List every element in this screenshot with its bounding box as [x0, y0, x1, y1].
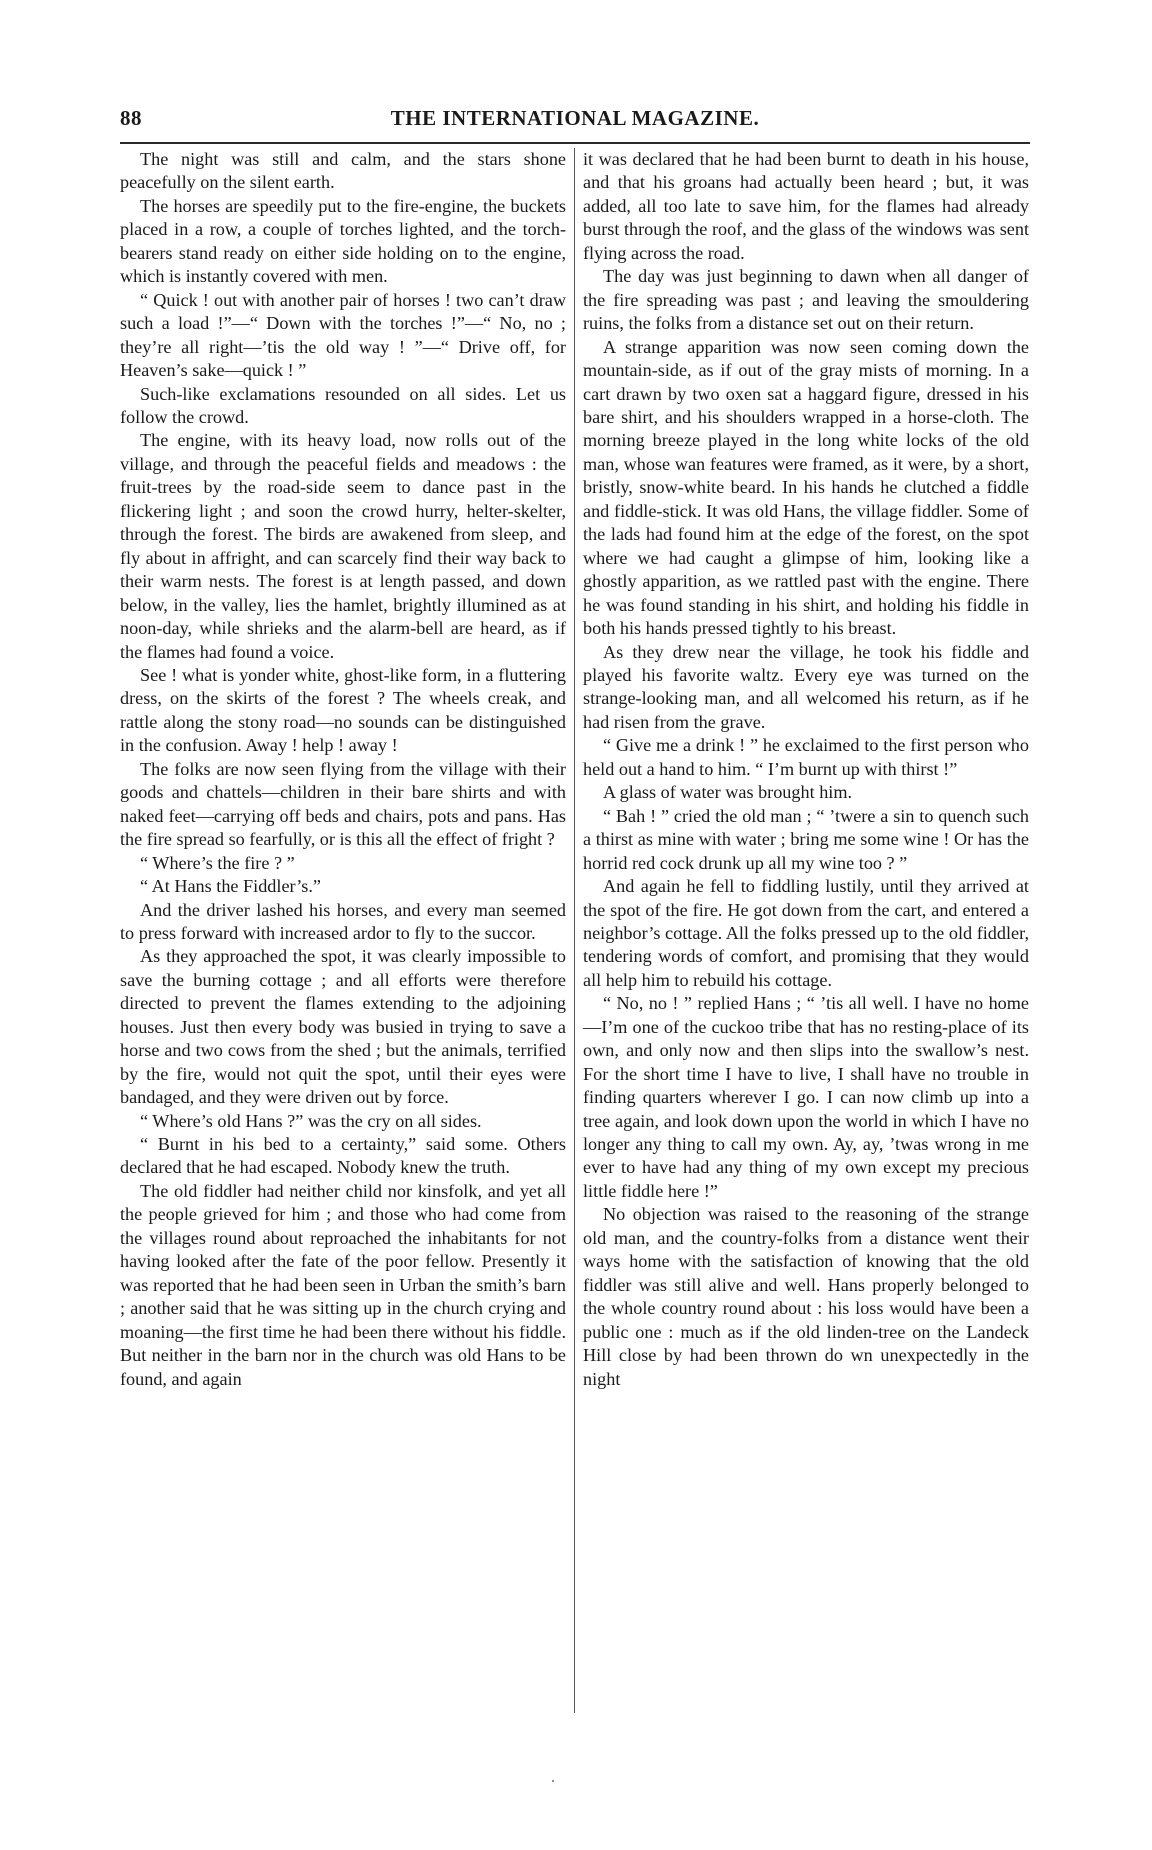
paragraph: “ Quick ! out with another pair of horses ! two can’t draw such a load !”—“ Down with the torches !”—“ No, no ; they’re all right—’tis the old way ! ”—“ Drive off, for Heaven’s sake—quick ! ” — [120, 289, 566, 381]
paragraph: And the driver lashed his horses, and every man seemed to press forward with increased ardor to fly to the succor. — [120, 899, 566, 943]
paragraph: “ Burnt in his bed to a certainty,” said some. Others declared that he had escaped. Nobody knew the truth. — [120, 1134, 566, 1178]
paragraph: And again he fell to fiddling lustily, until they arrived at the spot of the fire. He got down from the cart, and entered a neighbor’s cottage. All the folks pressed up to the old fiddler, tendering words of comfort, and promising that they would all help him to rebuild his cottage. — [583, 876, 1029, 990]
paragraph: See ! what is yonder white, ghost-like form, in a fluttering dress, on the skirts of the forest ? The wheels creak, and rattle along the stony road—no sounds can be distinguished in the confusion. Away ! help ! away ! — [120, 664, 566, 756]
paragraph: The old fiddler had neither child nor kinsfolk, and yet all the people grieved for him ; and those who had come from the villages round about reproached the inhabitants for not having looked after the fate of the poor fellow. Presently it was reported that he had been seen in Urban the smith’s barn ; another said that he was sitting up in the church crying and moaning—the first time he had been there without his fiddle. But neither in the barn nor in the church was old Hans to be found, and again — [120, 1180, 566, 1389]
print-speck — [552, 1780, 554, 1782]
paragraph: A glass of water was brought him. — [603, 782, 853, 803]
paragraph: “ Where’s the fire ? ” — [140, 852, 295, 873]
paragraph: The folks are now seen flying from the village with their goods and chattels—children in their bare shirts and with naked feet—carrying off beds and chairs, pots and pans. Has the fire spread so fearfully, or is this all the effect of fright ? — [120, 758, 566, 850]
paragraph: The day was just beginning to dawn when all danger of the fire spreading was past ; and leaving the smouldering ruins, the folks from a distance set out on their return. — [583, 266, 1029, 334]
paragraph: A strange apparition was now seen coming down the mountain-side, as if out of the gray mists of morning. In a cart drawn by two oxen sat a haggard figure, dressed in his bare shirt, and his shoulders wrapped in a horse-cloth. The morning breeze played in the long white locks of the old man, whose wan features were framed, as it were, by a short, bristly, snow-white beard. In his hands he clutched a fiddle and fiddle-stick. It was old Hans, the village fiddler. Some of the lads had found him at the edge of the forest, on the spot where we had caught a glimpse of him, looking like a ghostly apparition, as we rattled past with the engine. There he was found standing in his shirt, and holding his fiddle in both his hands pressed tightly to his breast. — [583, 336, 1029, 639]
right-column — [583, 148, 1029, 1391]
running-header — [120, 106, 1030, 136]
paragraph: “ Where’s old Hans ?” was the cry on all sides. — [140, 1110, 482, 1131]
paragraph: Such-like exclamations resounded on all sides. Let us follow the crowd. — [120, 383, 566, 427]
left-column — [120, 148, 566, 1391]
paragraph: The horses are speedily put to the fire-engine, the buckets placed in a row, a couple of torches lighted, and the torch-bearers stand ready on either side holding on to the engine, which is instantly covered with men. — [120, 195, 566, 287]
paragraph: “ No, no ! ” replied Hans ; “ ’tis all well. I have no home—I’m one of the cuckoo tribe that has no resting-place of its own, and only now and then slips into the swallow’s nest. For the short time I have to live, I shall have no trouble in finding quarters wherever I go. I can now climb up into a tree again, and look down upon the world in which I have no longer any thing to call my own. Ay, ay, ’twas wrong in me ever to have had any thing of my own except my precious little fiddle here !” — [583, 993, 1029, 1201]
paragraph: “ Bah ! ” cried the old man ; “ ’twere a sin to quench such a thirst as mine with water ; bring me some wine ! Or has the horrid red cock drunk up all my wine too ? ” — [583, 805, 1029, 873]
paragraph: “ At Hans the Fiddler’s.” — [140, 876, 322, 897]
paragraph: “ Give me a drink ! ” he exclaimed to the first person who held out a hand to him. “ I’m burnt up with thirst !” — [583, 735, 1029, 779]
header-rule — [120, 142, 1030, 144]
magazine-title: THE INTERNATIONAL MAGAZINE. — [390, 106, 760, 130]
paragraph: No objection was raised to the reasoning of the strange old man, and the country-folks from a distance went their ways home with the satisfaction of knowing that the old fiddler was still alive and well. Hans properly belonged to the whole country round about : his loss would have been a public one : much as if the old linden-tree on the Landeck Hill close by had been thrown do wn unexpectedly in the night — [583, 1204, 1029, 1389]
page-number: 88 — [120, 106, 142, 130]
paragraph: As they approached the spot, it was clearly impossible to save the burning cottage ; and all efforts were therefore directed to prevent the flames extending to the adjoining houses. Just then every body was busied in trying to save a horse and two cows from the shed ; but the animals, terrified by the fire, would not quit the spot, until their eyes were bandaged, and they were driven out by force. — [120, 946, 566, 1108]
paragraph: it was declared that he had been burnt to death in his house, and that his groans had actually been heard ; but, it was added, all too late to save him, for the flames had already burst through the roof, and the glass of the windows was sent flying across the road. — [583, 149, 1029, 263]
paragraph: The night was still and calm, and the stars shone peacefully on the silent earth. — [120, 149, 566, 193]
paragraph: As they drew near the village, he took his fiddle and played his favorite waltz. Every eye was turned on the strange-looking man, and all welcomed his return, as if he had risen from the grave. — [583, 641, 1029, 732]
paragraph: The engine, with its heavy load, now rolls out of the village, and through the peaceful fields and meadows : the fruit-trees by the road-side seem to dance past in the flickering light ; and soon the crowd hurry, helter-skelter, through the forest. The birds are awakened from sleep, and fly about in affright, and can scarcely find their way back to their warm nests. The forest is at length passed, and down below, in the valley, lies the hamlet, brightly illumined as at noon-day, while shrieks and the alarm-bell are heard, as if the flames had found a voice. — [120, 430, 566, 662]
column-divider — [574, 148, 575, 1713]
